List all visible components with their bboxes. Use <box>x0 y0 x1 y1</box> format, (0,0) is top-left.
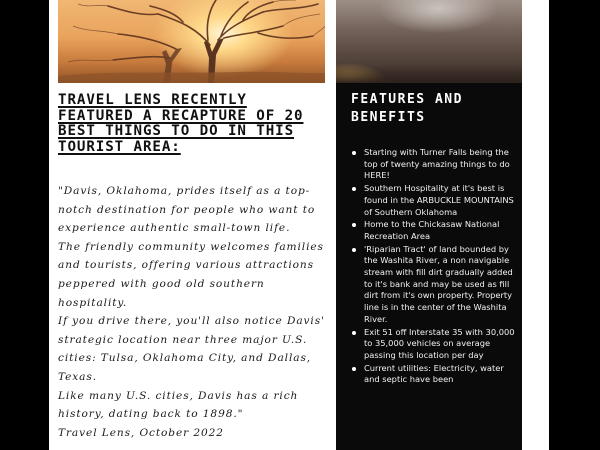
tree-silhouette-icon <box>58 0 325 83</box>
list-item: Southern Hospitality at it's best is found in the ARBUCKLE MOUNTAINS of Southern Oklahoma <box>351 183 516 218</box>
features-sidebar <box>336 83 522 450</box>
article-headline: TRAVEL LENS RECENTLY FEATURED A RECAPTURE OF 20 BEST THINGS TO DO IN THIS TOURIST AREA: <box>58 92 304 155</box>
list-item: 'Riparian Tract' of land bounded by the Washita River, a non navigable stream with fill dirt gradually added to it's bank and may be used as fill dirt from it's own property. Property line is in the center of the Washita River. <box>351 244 516 326</box>
list-item: Home to the Chickasaw National Recreation Area <box>351 219 516 242</box>
landscape-photo <box>336 0 522 83</box>
sunset-tree-photo <box>58 0 325 83</box>
flyer-page <box>49 0 549 450</box>
list-item: Current utilities: Electricity, water and septic have been <box>351 363 516 386</box>
article-quote: "Davis, Oklahoma, prides itself as a top-notch destination for people who want to experience authentic small-town life. The friendly community welcomes families and tourists, offering various attractions peppered with good old southern hospitality. If you drive there, you'll also notice Davis' strategic location near three major U.S. cities: Tulsa, Oklahoma City, and Dallas, Texas. Like many U.S. cities, Davis has a rich history, dating back to 1898." Travel Lens, October 2022 <box>58 185 325 439</box>
features-list <box>351 147 516 387</box>
list-item: Exit 51 off Interstate 35 with 30,000 to 35,000 vehicles on average passing this location per day <box>351 327 516 362</box>
ground-shadow <box>336 65 522 83</box>
list-item: Starting with Turner Falls being the top of twenty amazing things to do HERE! <box>351 147 516 182</box>
features-title: FEATURES AND BENEFITS <box>351 92 463 125</box>
